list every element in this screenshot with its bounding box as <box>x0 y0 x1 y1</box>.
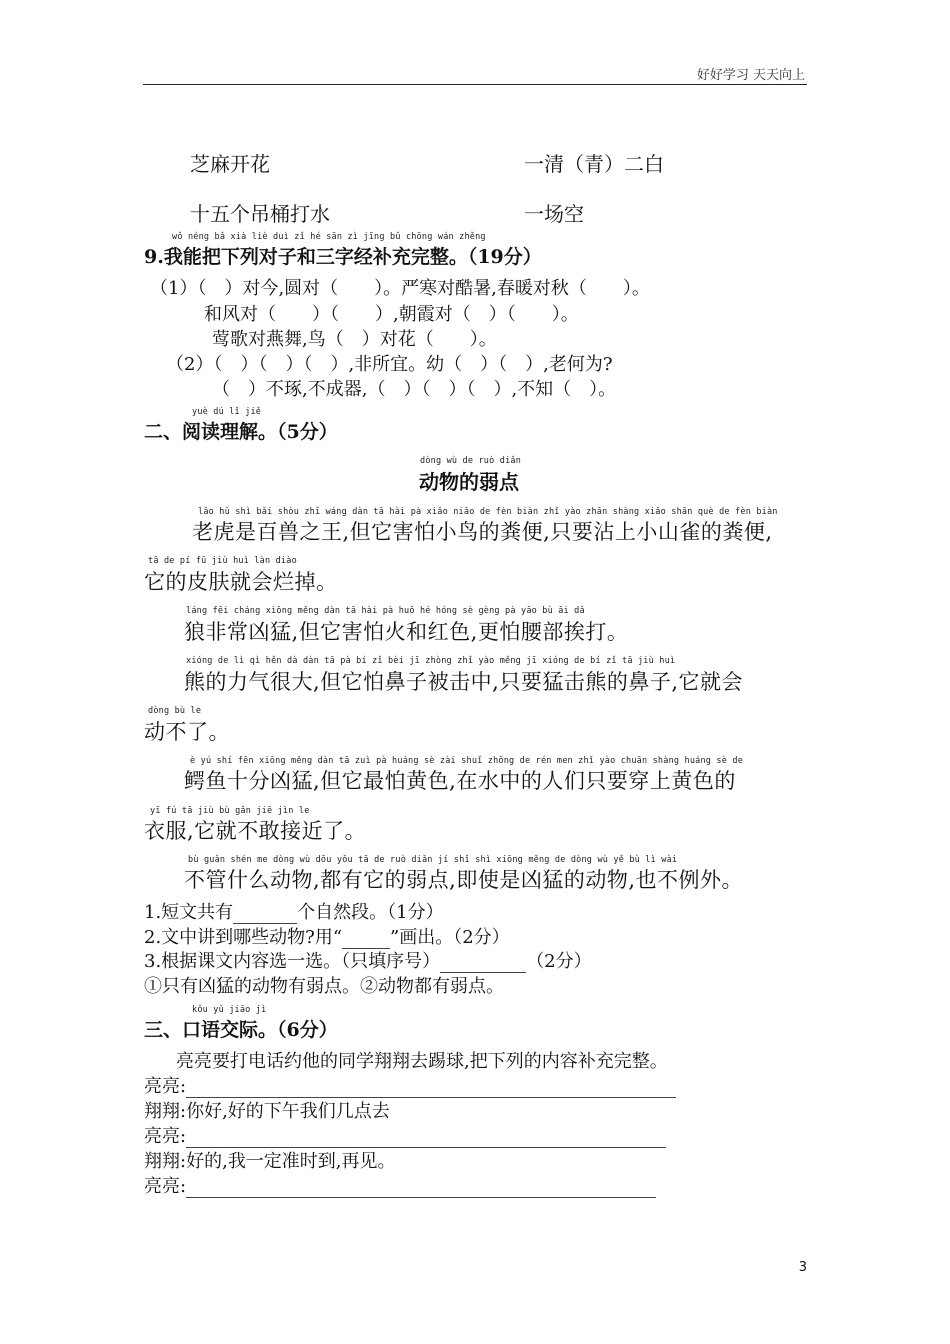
p2-pinyin: láng fēi cháng xiōng měng dàn tā hài pà huǒ hé hóng sè gèng pà yāo bù āi dǎ <box>186 606 585 616</box>
passage-title: 动物的弱点 <box>419 470 519 494</box>
dialogue-speaker-liangliang: 亮亮: <box>144 1126 187 1147</box>
p4-line1: 鳄鱼十分凶猛,但它最怕黄色,在水中的人们只要穿上黄色的 <box>184 769 736 793</box>
p2-line1: 狼非常凶猛,但它害怕火和红色,更怕腰部挨打。 <box>184 620 629 644</box>
dialogue-speaker-liangliang: 亮亮: <box>144 1176 187 1197</box>
q9-line3: 莺歌对燕舞,鸟（ ）对花（ ）。 <box>212 329 497 350</box>
dialogue-line-1 <box>144 1072 676 1098</box>
question-2 <box>144 923 510 949</box>
page-number: 3 <box>798 1260 807 1275</box>
p3-pinyin2: dòng bù le <box>148 706 202 716</box>
p4-pinyin2: yī fú tā jiù bù gǎn jiē jìn le <box>150 806 310 816</box>
dialogue-line-4: 翔翔:好的,我一定准时到,再见。 <box>144 1151 396 1172</box>
section2-pinyin: yuè dú lǐ jiě <box>192 407 262 417</box>
p4-line2: 衣服,它就不敢接近了。 <box>144 819 367 843</box>
dialogue-speaker-liangliang: 亮亮: <box>144 1076 187 1097</box>
q9-pinyin: wǒ néng bǎ xià liè duì zǐ hé sān zì jīng bǔ chōng wán zhěng <box>172 232 486 242</box>
idiom-row2-right: 一场空 <box>524 202 584 226</box>
question-3 <box>144 947 592 973</box>
question-1-text: 1.短文共有 <box>144 902 234 923</box>
section2-heading: 二、阅读理解。（5分） <box>144 421 338 443</box>
p3-line2: 动不了。 <box>144 720 230 744</box>
question-3-text: 3.根据课文内容选一选。（只填序号） <box>144 951 441 972</box>
p3-pinyin: xióng de lì qì hěn dà dàn tā pà bí zǐ bèi jī zhòng zhǐ yào měng jī xióng de bí zǐ tā jiù huì <box>186 656 676 666</box>
dialogue-line-5 <box>144 1172 656 1198</box>
header-rule <box>143 84 807 85</box>
dialogue-line-2: 翔翔:你好,好的下午我们几点去 <box>144 1101 390 1122</box>
idiom-row2-left: 十五个吊桶打水 <box>190 202 330 226</box>
idiom-row1-right: 一清（青）二白 <box>524 152 664 176</box>
q9-line4: （2）（ ）（ ）（ ）,非所宜。幼（ ）（ ）,老何为? <box>166 354 613 375</box>
p5-pinyin: bù guǎn shén me dòng wù dōu yǒu tā de ruò diǎn jí shǐ shì xiōng měng de dòng wù yě bù lì wài <box>188 855 678 865</box>
passage-title-pinyin: dòng wù de ruò diǎn <box>420 456 522 466</box>
q9-line2: 和风对（ ）（ ）,朝霞对（ ）（ ）。 <box>204 304 579 325</box>
dialogue-answer-blank-3[interactable] <box>186 1197 656 1198</box>
dialogue-intro: 亮亮要打电话约他的同学翔翔去踢球,把下列的内容补充完整。 <box>176 1051 668 1072</box>
p1-line2: 它的皮肤就会烂掉。 <box>144 570 338 594</box>
p1-pinyin2: tā de pí fū jiù huì làn diào <box>148 556 297 566</box>
p5-line1: 不管什么动物,都有它的弱点,即使是凶猛的动物,也不例外。 <box>184 868 744 892</box>
question-3-options: ①只有凶猛的动物有弱点。②动物都有弱点。 <box>144 976 504 997</box>
question-1 <box>144 898 444 924</box>
question-2-text: 2.文中讲到哪些动物?用“ <box>144 927 343 948</box>
q9-title: 9.我能把下列对子和三字经补充完整。（19分） <box>144 246 542 268</box>
section3-heading: 三、口语交际。（6分） <box>144 1019 338 1041</box>
question-3-text-after: （2分） <box>526 951 592 972</box>
p4-pinyin: è yú shí fēn xiōng měng dàn tā zuì pà huáng sè zài shuǐ zhōng de rén men zhǐ yào chuān shàng huáng sè de <box>190 756 744 766</box>
section3-pinyin: kǒu yǔ jiāo jì <box>192 1005 267 1015</box>
question-1-text-after: 个自然段。（1分） <box>297 902 444 923</box>
q9-line1: （1）（ ）对今,圆对（ ）。严寒对酷暑,春暖对秋（ ）。 <box>150 278 650 299</box>
p1-line1: 老虎是百兽之王,但它害怕小鸟的粪便,只要沾上小山雀的粪便, <box>192 520 773 544</box>
q9-line5: （ ）不琢,不成器,（ ）（ ）（ ）,不知（ ）。 <box>212 379 617 400</box>
idiom-row1-left: 芝麻开花 <box>190 152 270 176</box>
question-2-text-after: ”画出。（2分） <box>390 927 510 948</box>
p1-pinyin: lǎo hǔ shì bǎi shòu zhī wáng dàn tā hài pà xiǎo niǎo de fèn biàn zhǐ yào zhān shàng xiǎo shān què de fèn biàn <box>198 507 778 517</box>
dialogue-line-3 <box>144 1122 666 1148</box>
p3-line1: 熊的力气很大,但它怕鼻子被击中,只要猛击熊的鼻子,它就会 <box>184 670 744 694</box>
page-header-text: 好好学习 天天向上 <box>696 68 805 83</box>
